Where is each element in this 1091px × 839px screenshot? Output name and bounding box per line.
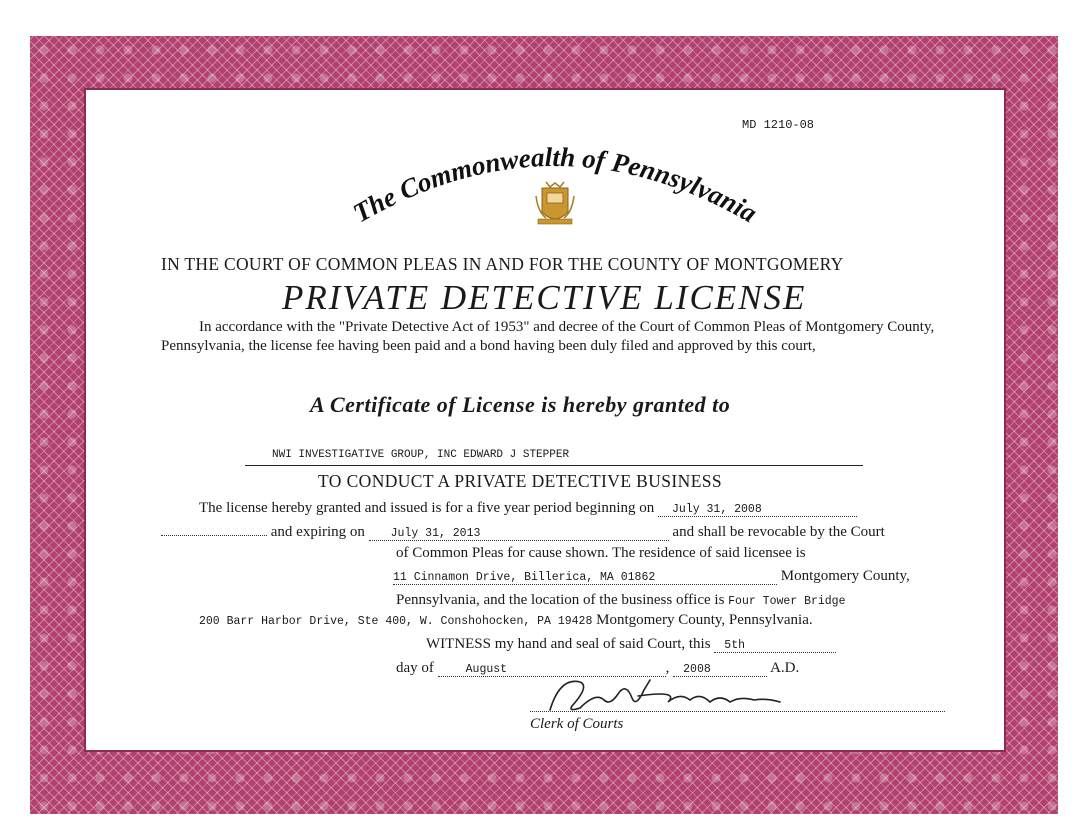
terms-line5-text: Pennsylvania, and the location of the business office is [396, 592, 725, 608]
office-address-part1: Four Tower Bridge [728, 595, 846, 608]
commonwealth-heading [340, 126, 770, 236]
day-of-label: day of [396, 660, 434, 676]
certificate-line: A Certificate of License is hereby granted to [310, 392, 731, 417]
commonwealth-title: The Commonwealth of Pennsylvania [347, 141, 763, 229]
document-number: MD 1210-08 [742, 118, 815, 132]
terms-line-3: of Common Pleas for cause shown. The residence of said licensee is [396, 545, 806, 561]
license-title: PRIVATE DETECTIVE LICENSE [282, 278, 807, 317]
terms-line-4 [393, 568, 910, 585]
expire-date: July 31, 2013 [369, 527, 669, 541]
terms-line2-tail: and shall be revocable by the Court [672, 524, 885, 540]
witness-line [426, 636, 836, 653]
terms-line4-tail: Montgomery County, [780, 568, 910, 584]
residence-address: 11 Cinnamon Drive, Billerica, MA 01862 [393, 571, 777, 585]
licensee-name: NWI INVESTIGATIVE GROUP, INC EDWARD J STEPPER [272, 449, 570, 461]
terms-line1-text: The license hereby granted and issued is for a five year period beginning on [199, 500, 655, 516]
witness-day: 5th [714, 639, 836, 653]
terms-line-5 [396, 592, 845, 609]
seal-icon [536, 182, 574, 224]
terms-line-1 [199, 500, 857, 517]
licensee-underline [245, 465, 863, 466]
terms-line-2 [161, 524, 885, 541]
clerk-signature [540, 672, 790, 722]
date-line: day of August , 2008 A.D. [396, 660, 800, 676]
terms-line6-tail: Montgomery County, Pennsylvania. [596, 612, 813, 628]
witness-year: 2008 [673, 663, 767, 677]
conduct-heading: TO CONDUCT A PRIVATE DETECTIVE BUSINESS [318, 471, 723, 491]
begin-date: July 31, 2008 [658, 503, 857, 517]
witness-month: August [438, 663, 666, 677]
clerk-label: Clerk of Courts [530, 716, 624, 732]
blank-dots [161, 535, 267, 536]
intro-paragraph: In accordance with the "Private Detective Act of 1953" and decree of the Court of Common Pleas of Montgomery County, Pennsylvania, the license fee having been paid and a bond having been duly filed and approved by this court, [161, 319, 935, 354]
witness-text: WITNESS my hand and seal of said Court, this [426, 636, 711, 652]
terms-line2-text: and expiring on [270, 524, 365, 540]
office-address-part2: 200 Barr Harbor Drive, Ste 400, W. Conshohocken, PA 19428 [199, 615, 593, 628]
signature-line [530, 711, 945, 712]
terms-line-6 [199, 612, 813, 629]
court-heading: IN THE COURT OF COMMON PLEAS IN AND FOR THE COUNTY OF MONTGOMERY [161, 254, 844, 274]
ad-label: A.D. [770, 660, 800, 676]
